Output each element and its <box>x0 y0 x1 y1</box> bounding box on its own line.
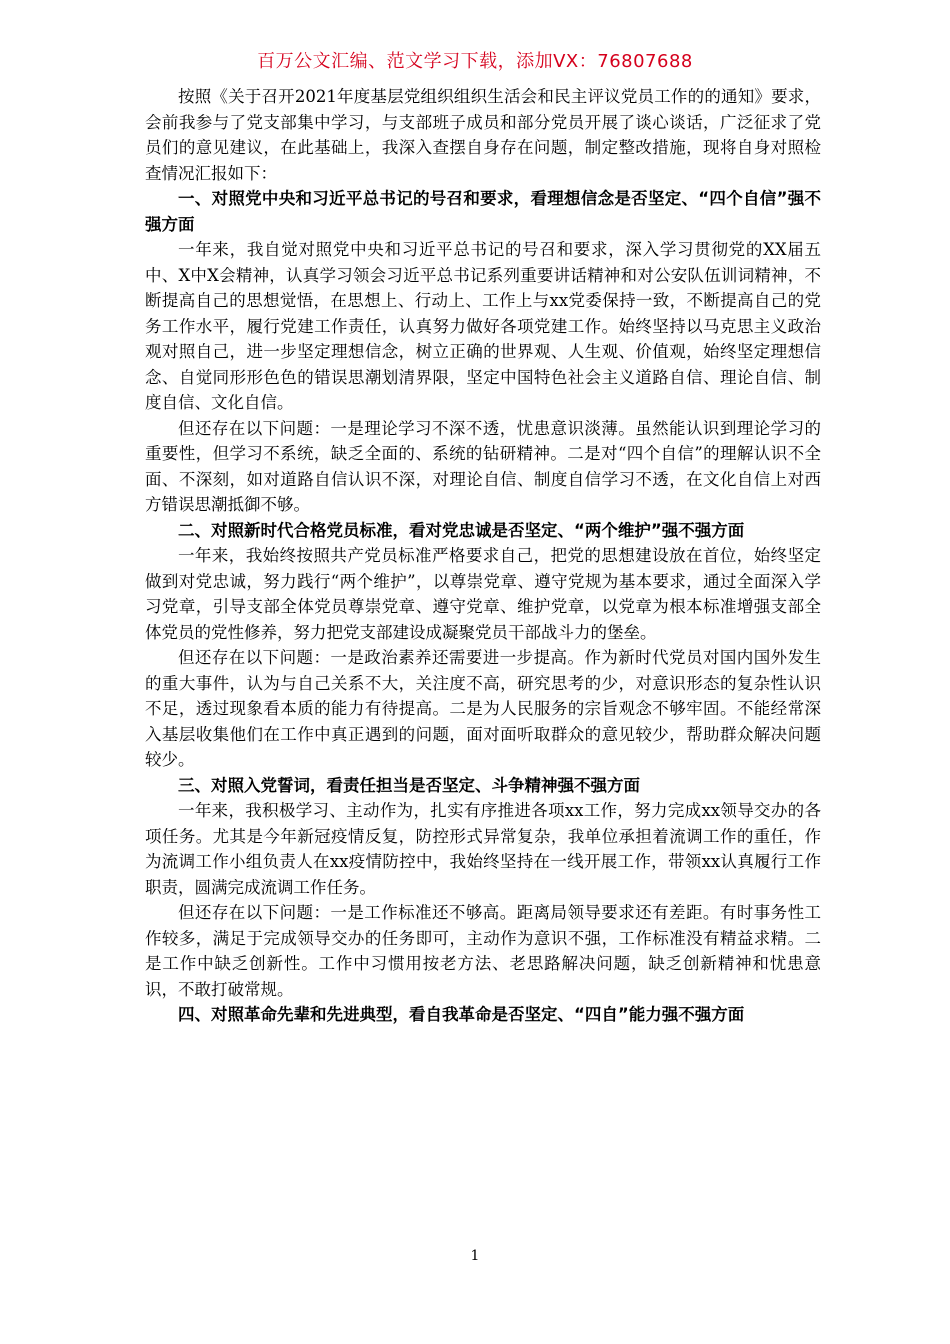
section-heading-3: 三、对照入党誓词，看责任担当是否坚定、斗争精神强不强方面 <box>178 775 640 795</box>
section-3-paragraph-1: 一年来，我积极学习、主动作为，扎实有序推进各项xx工作，努力完成xx领导交办的各项任务。尤其是今年新冠疫情反复，防控形式异常复杂，我单位承担着流调工作的重任，作为流调工作小组负责人在xx疫情防控中，我始终坚持在一线开展工作，带领xx认真履行工作职责，圆满完成流调工作任务。 <box>145 801 821 897</box>
section-3-paragraph-2: 但还存在以下问题：一是工作标准还不够高。距离局领导要求还有差距。有时事务性工作较多，满足于完成领导交办的任务即可，主动作为意识不强，工作标准没有精益求精。二是工作中缺乏创新性。工作中习惯用按老方法、老思路解决问题，缺乏创新精神和忧患意识，不敢打破常规。 <box>145 903 821 999</box>
intro-paragraph: 按照《关于召开2021年度基层党组织组织生活会和民主评议党员工作的的通知》要求，会前我参与了党支部集中学习，与支部班子成员和部分党员开展了谈心谈话，广泛征求了党员们的意见建议，在此基础上，我深入查摆自身存在问题，制定整改措施，现将自身对照检查情况汇报如下： <box>145 87 821 183</box>
section-2-paragraph-1: 一年来，我始终按照共产党员标准严格要求自己，把党的思想建设放在首位，始终坚定做到对党忠诚，努力践行“两个维护”，以尊崇党章、遵守党规为基本要求，通过全面深入学习党章，引导支部全体党员尊崇党章、遵守党章、维护党章，以党章为根本标准增强支部全体党员的党性修养，努力把党支部建设成凝聚党员干部战斗力的堡垒。 <box>145 546 821 642</box>
section-2-paragraph-2: 但还存在以下问题：一是政治素养还需要进一步提高。作为新时代党员对国内国外发生的重大事件，认为与自己关系不大，关注度不高，研究思考的少，对意识形态的复杂性认识不足，透过现象看本质的能力有待提高。二是为人民服务的宗旨观念不够牢固。不能经常深入基层收集他们在工作中真正遇到的问题，面对面听取群众的意见较少，帮助群众解决问题较少。 <box>145 648 821 769</box>
section-1-paragraph-2: 但还存在以下问题：一是理论学习不深不透，忧患意识淡薄。虽然能认识到理论学习的重要性，但学习不系统，缺乏全面的、系统的钻研精神。二是对“四个自信”的理解认识不全面、不深刻，如对道路自信认识不深，对理论自信、制度自信学习不透，在文化自信上对西方错误思潮抵御不够。 <box>145 418 821 514</box>
page-number: 1 <box>470 1248 480 1264</box>
section-heading-1: 一、对照党中央和习近平总书记的号召和要求，看理想信念是否坚定、“四个自信”强不强方面 <box>145 189 821 234</box>
section-heading-2: 二、对照新时代合格党员标准，看对党忠诚是否坚定、“两个维护”强不强方面 <box>178 520 745 540</box>
header-banner: 百万公文汇编、范文学习下载，添加VX：76807688 <box>257 51 693 72</box>
section-1-paragraph-1: 一年来，我自觉对照党中央和习近平总书记的号召和要求，深入学习贯彻党的XX届五中、X中X会精神，认真学习领会习近平总书记系列重要讲话精神和对公安队伍训词精神，不断提高自己的思想觉悟，在思想上、行动上、工作上与xx党委保持一致，不断提高自己的党务工作水平，履行党建工作责任，认真努力做好各项党建工作。始终坚持以马克思主义政治观对照自己，进一步坚定理想信念，树立正确的世界观、人生观、价值观，始终坚定理想信念、自觉同形形色色的错误思潮划清界限，坚定中国特色社会主义道路自信、理论自信、制度自信、文化自信。 <box>145 240 821 412</box>
section-heading-4: 四、对照革命先辈和先进典型，看自我革命是否坚定、“四自”能力强不强方面 <box>178 1005 745 1024</box>
document-body <box>145 84 821 1028</box>
